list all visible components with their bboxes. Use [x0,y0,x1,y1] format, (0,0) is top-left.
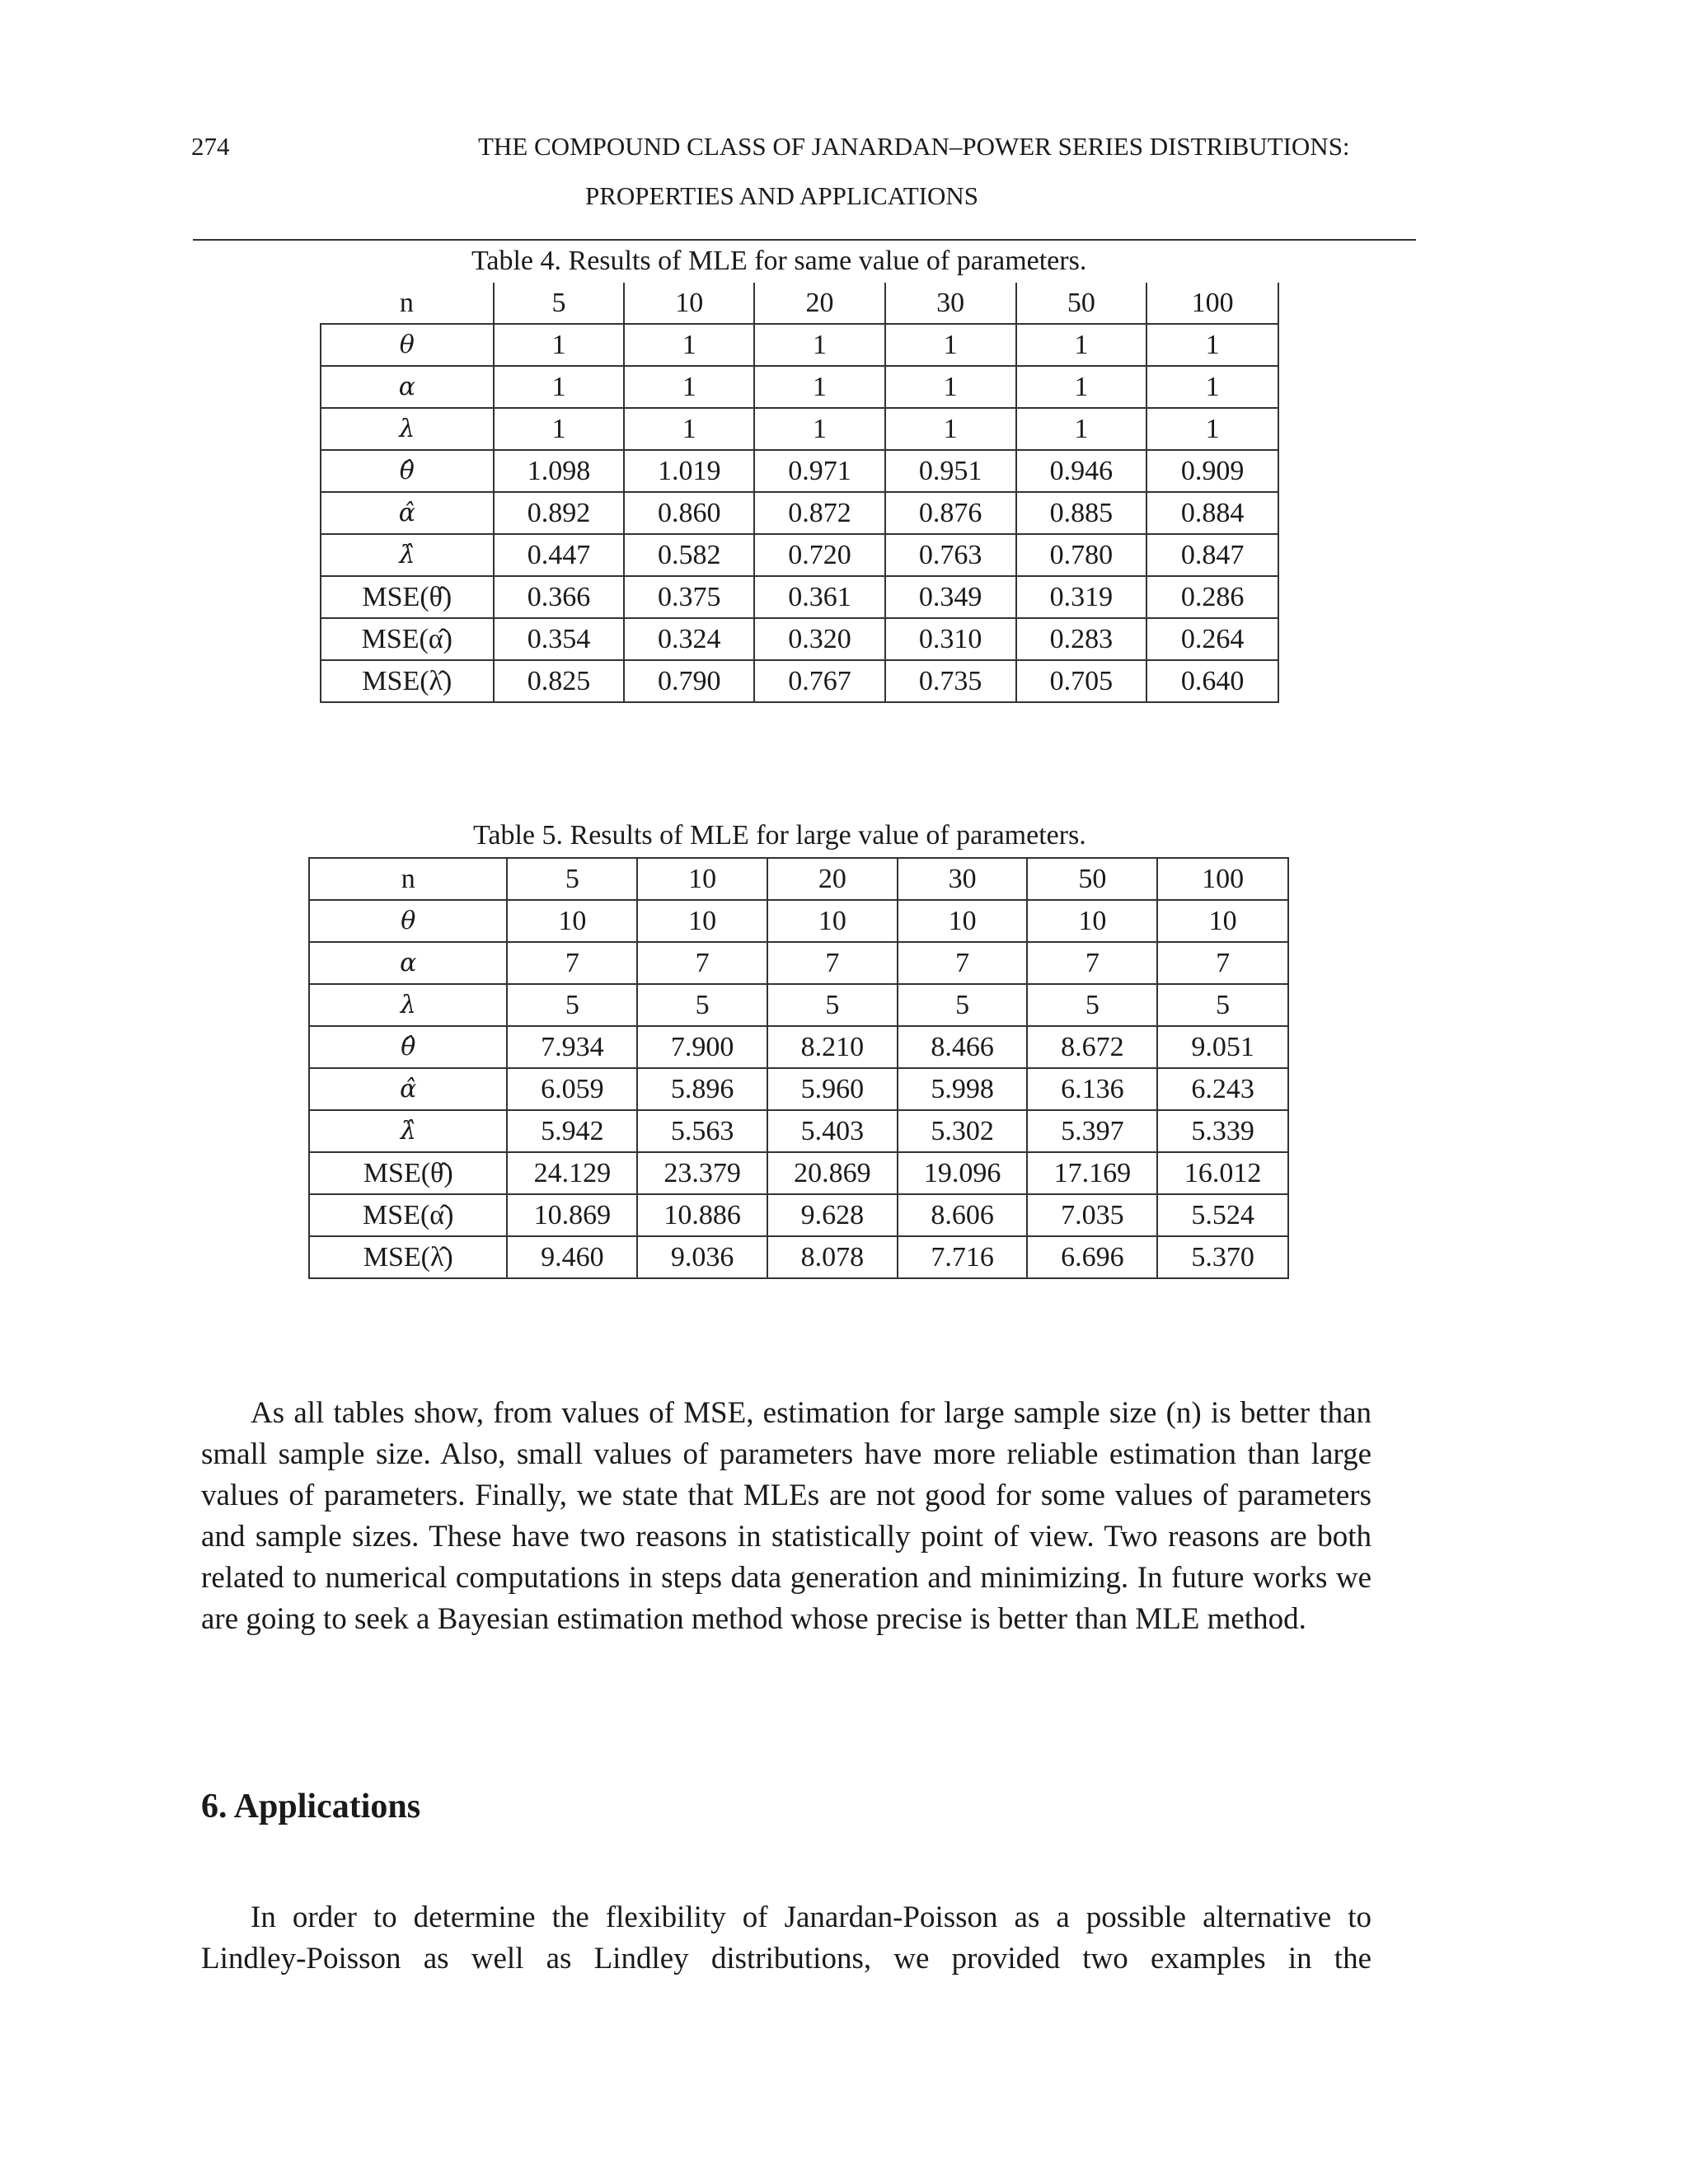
applications-paragraph-block [201,1897,1372,1980]
table-cell: 1 [494,324,625,366]
table-cell: 30 [898,858,1028,900]
table-cell: 7.934 [507,1026,637,1068]
table-cell: 19.096 [898,1152,1028,1194]
table-row [321,492,1278,534]
table-cell: 0.971 [754,450,885,492]
table-cell: 100 [1146,283,1278,324]
table-cell: 1 [1146,366,1278,408]
table5-caption: Table 5. Results of MLE for large value of parameters. [473,820,1086,851]
table-cell: 0.720 [754,534,885,576]
table-cell: 0.349 [885,576,1016,618]
table-row [309,942,1288,984]
table-cell: 10 [507,900,637,942]
table-cell: 0.946 [1016,450,1147,492]
table-row [309,1236,1288,1278]
table-cell: 1 [494,366,625,408]
table-cell: 0.767 [754,660,885,702]
table-cell: 0.447 [494,534,625,576]
table-row [321,450,1278,492]
row-label: λ̂ [321,534,494,576]
table-row [309,1194,1288,1236]
table-cell: 20 [767,858,898,900]
table-cell: 0.283 [1016,618,1147,660]
table4 [320,283,1279,703]
table-cell: 0.790 [624,660,754,702]
table-cell: 5.960 [767,1068,898,1110]
table-cell: 20.869 [767,1152,898,1194]
table-cell: 23.379 [637,1152,767,1194]
table-cell: 0.640 [1146,660,1278,702]
table-cell: 5 [1157,984,1288,1026]
table-cell: 7.716 [898,1236,1028,1278]
table-cell: 6.243 [1157,1068,1288,1110]
row-label: λ [309,984,507,1026]
row-label: n [321,283,494,324]
table-row [309,1152,1288,1194]
table-cell: 1 [754,324,885,366]
table-cell: 5.339 [1157,1110,1288,1152]
table-cell: 7 [1157,942,1288,984]
running-title-line1: THE COMPOUND CLASS OF JANARDAN–POWER SERIES DISTRIBUTIONS: [478,132,1350,161]
table-cell: 10 [624,283,754,324]
table-cell: 5 [507,984,637,1026]
table-cell: 0.310 [885,618,1016,660]
table-cell: 7 [637,942,767,984]
table-row [309,984,1288,1026]
table-row [321,660,1278,702]
table-cell: 0.763 [885,534,1016,576]
table-cell: 0.735 [885,660,1016,702]
table-cell: 10 [1157,900,1288,942]
table-cell: 0.780 [1016,534,1147,576]
row-label: α [321,366,494,408]
table-cell: 0.847 [1146,534,1278,576]
table-cell: 0.705 [1016,660,1147,702]
table-row [309,858,1288,900]
table-cell: 5 [494,283,625,324]
table-cell: 5.896 [637,1068,767,1110]
row-label: MSE(θ̂) [309,1152,507,1194]
table-cell: 8.466 [898,1026,1028,1068]
table-cell: 5.302 [898,1110,1028,1152]
section-heading: 6. Applications [201,1788,421,1825]
table-cell: 17.169 [1027,1152,1157,1194]
table-cell: 0.375 [624,576,754,618]
applications-paragraph: In order to determine the flexibility of Janardan-Poisson as a possible alternative to Lindley-Poisson as well as Lindley distributions, we provided two examples in the [201,1900,1372,1975]
table-cell: 0.860 [624,492,754,534]
table-cell: 6.696 [1027,1236,1157,1278]
table-row [309,900,1288,942]
table-cell: 5 [898,984,1028,1026]
row-label: n [309,858,507,900]
table-cell: 1 [754,408,885,450]
table-cell: 1 [885,324,1016,366]
table-cell: 24.129 [507,1152,637,1194]
row-label: MSE(α̂) [309,1194,507,1236]
table-cell: 5 [507,858,637,900]
table-cell: 6.059 [507,1068,637,1110]
row-label: MSE(λ̂) [321,660,494,702]
table-cell: 10.869 [507,1194,637,1236]
table-cell: 0.951 [885,450,1016,492]
table-cell: 10 [1027,900,1157,942]
table-cell: 5 [1027,984,1157,1026]
table-cell: 1 [1016,408,1147,450]
table-cell: 9.051 [1157,1026,1288,1068]
row-label: λ̂ [309,1110,507,1152]
table-row [321,366,1278,408]
table-row [309,1110,1288,1152]
table-cell: 5.998 [898,1068,1028,1110]
table-cell: 6.136 [1027,1068,1157,1110]
row-label: α̂ [321,492,494,534]
table-cell: 1 [624,408,754,450]
table-cell: 1.019 [624,450,754,492]
table-cell: 9.036 [637,1236,767,1278]
table-cell: 1 [1016,366,1147,408]
table-cell: 1 [885,408,1016,450]
row-label: θ [309,900,507,942]
table-cell: 7 [1027,942,1157,984]
table-cell: 100 [1157,858,1288,900]
table-cell: 7 [507,942,637,984]
table-cell: 0.320 [754,618,885,660]
table-cell: 1 [1146,324,1278,366]
table-cell: 9.628 [767,1194,898,1236]
row-label: MSE(α̂) [321,618,494,660]
table-cell: 7 [767,942,898,984]
table-cell: 8.210 [767,1026,898,1068]
table-cell: 0.892 [494,492,625,534]
table-cell: 0.582 [624,534,754,576]
table-cell: 0.324 [624,618,754,660]
table-cell: 50 [1016,283,1147,324]
table-cell: 0.366 [494,576,625,618]
table-cell: 7.900 [637,1026,767,1068]
table-row [321,283,1278,324]
table-cell: 1 [754,366,885,408]
table-cell: 1 [885,366,1016,408]
table-cell: 10 [637,900,767,942]
table-cell: 0.909 [1146,450,1278,492]
table-cell: 0.885 [1016,492,1147,534]
table-cell: 5 [767,984,898,1026]
table-row [321,618,1278,660]
table-cell: 7 [898,942,1028,984]
table-row [309,1026,1288,1068]
table-cell: 1 [624,366,754,408]
table-row [321,576,1278,618]
table-cell: 5.563 [637,1110,767,1152]
table-cell: 5.397 [1027,1110,1157,1152]
table-cell: 0.884 [1146,492,1278,534]
table-cell: 1 [1016,324,1147,366]
table-cell: 8.606 [898,1194,1028,1236]
table-cell: 10 [898,900,1028,942]
discussion-paragraph: As all tables show, from values of MSE, estimation for large sample size (n) is better than small sample size. Also, small values of parameters have more reliable estimation than large values of parameters. Finally, we state that MLEs are not good for some values of parameters and sample sizes. These have two reasons in statistically point of view. Two reasons are both related to numerical computations in steps data generation and minimizing. In future works we are going to seek a Bayesian estimation method whose precise is better than MLE method. [201,1396,1372,1636]
table-cell: 1 [624,324,754,366]
row-label: α̂ [309,1068,507,1110]
row-label: θ̂ [321,450,494,492]
table5 [308,857,1289,1279]
table-row [321,324,1278,366]
table-cell: 8.672 [1027,1026,1157,1068]
row-label: α [309,942,507,984]
table-cell: 20 [754,283,885,324]
table-cell: 1 [494,408,625,450]
table-cell: 10 [637,858,767,900]
table-cell: 8.078 [767,1236,898,1278]
table-cell: 10 [767,900,898,942]
table-cell: 1 [1146,408,1278,450]
table5-body [309,858,1288,1278]
table-cell: 5.370 [1157,1236,1288,1278]
table-cell: 5.403 [767,1110,898,1152]
table-cell: 0.354 [494,618,625,660]
table-cell: 0.872 [754,492,885,534]
row-label: MSE(λ̂) [309,1236,507,1278]
table-row [321,534,1278,576]
table-row [321,408,1278,450]
row-label: θ̂ [309,1026,507,1068]
table-cell: 16.012 [1157,1152,1288,1194]
table-cell: 0.264 [1146,618,1278,660]
row-label: θ [321,324,494,366]
row-label: λ [321,408,494,450]
table-cell: 0.876 [885,492,1016,534]
table-cell: 5.942 [507,1110,637,1152]
table-cell: 7.035 [1027,1194,1157,1236]
table-cell: 5.524 [1157,1194,1288,1236]
header-rule [193,239,1416,241]
running-title-line2: PROPERTIES AND APPLICATIONS [585,181,979,210]
table-cell: 10.886 [637,1194,767,1236]
discussion-paragraph-block [201,1393,1372,1640]
table-cell: 50 [1027,858,1157,900]
table-cell: 0.361 [754,576,885,618]
table4-caption: Table 4. Results of MLE for same value of parameters. [471,246,1087,276]
table-cell: 0.319 [1016,576,1147,618]
row-label: MSE(θ̂) [321,576,494,618]
table-cell: 1.098 [494,450,625,492]
table-row [309,1068,1288,1110]
table4-body [321,283,1278,702]
table-cell: 0.825 [494,660,625,702]
table-cell: 9.460 [507,1236,637,1278]
page-number: 274 [191,132,230,161]
table-cell: 0.286 [1146,576,1278,618]
table-cell: 30 [885,283,1016,324]
table-cell: 5 [637,984,767,1026]
